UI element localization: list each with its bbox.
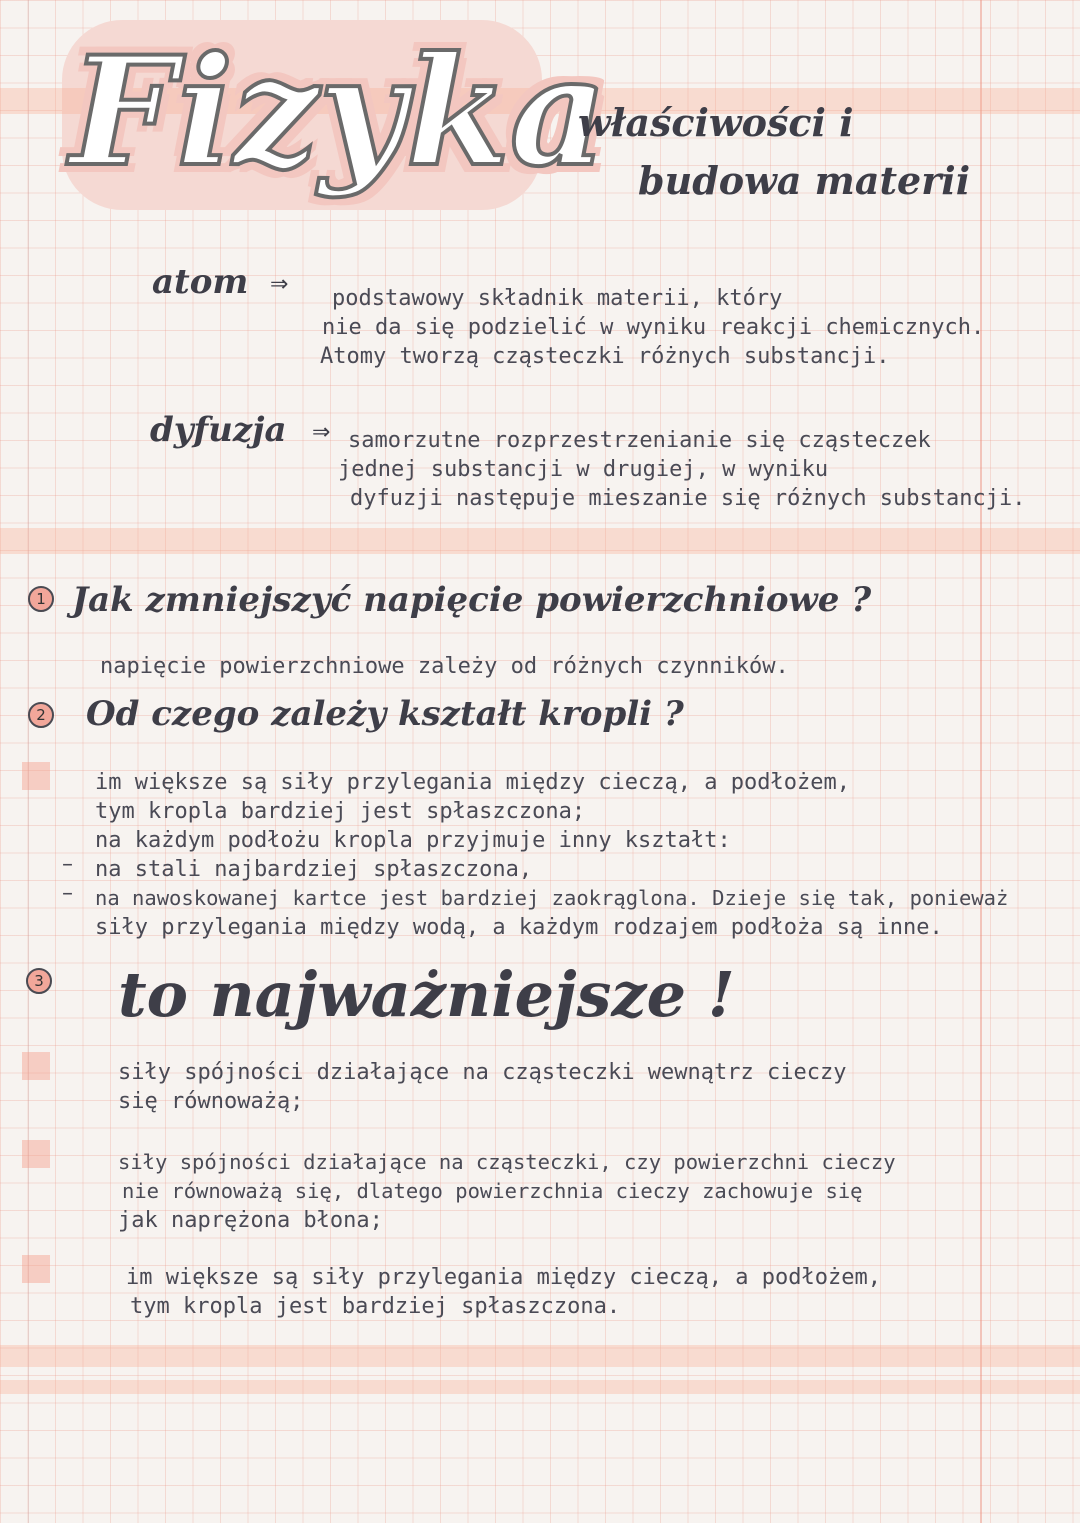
margin-marker	[22, 1255, 50, 1283]
answer-line: siły przylegania między wodą, a każdym rodzajem podłoża są inne.	[95, 915, 943, 940]
definition-line: dyfuzji następuje mieszanie się różnych substancji.	[350, 486, 1026, 511]
answer-line: tym kropla bardziej jest spłaszczona;	[95, 799, 586, 824]
question-heading: Od czego zależy kształt kropli ?	[86, 694, 684, 734]
number-badge: 1	[28, 586, 54, 612]
answer-line: im większe są siły przylegania między cieczą, a podłożem,	[95, 770, 850, 795]
definition-line: nie da się podzielić w wyniku reakcji chemicznych.	[322, 315, 985, 340]
bullet-dash: –	[62, 881, 73, 906]
definition-line: samorzutne rozprzestrzenianie się cząsteczek	[348, 428, 931, 453]
highlight-band	[0, 1380, 1080, 1394]
subtitle-line-2: budowa materii	[638, 158, 971, 203]
definition-line: jednej substancji w drugiej, w wyniku	[338, 457, 829, 482]
subtitle-line-1: właściwości i	[578, 100, 854, 145]
important-line: się równoważą;	[118, 1089, 304, 1114]
highlight-band	[0, 528, 1080, 554]
margin-marker	[22, 1140, 50, 1168]
bullet-line: na nawoskowanej kartce jest bardziej zaokrąglona. Dzieje się tak, ponieważ	[95, 886, 1009, 910]
term-dyfuzja: dyfuzja	[150, 410, 287, 450]
highlight-band	[0, 1345, 1080, 1367]
important-line: siły spójności działające na cząsteczki, czy powierzchni cieczy	[118, 1150, 896, 1174]
number-badge: 2	[28, 702, 54, 728]
definition-line: podstawowy składnik materii, który	[332, 286, 783, 311]
question-heading: Jak zmniejszyć napięcie powierzchniowe ?	[72, 580, 872, 620]
margin-marker	[22, 762, 50, 790]
important-heading: to najważniejsze !	[118, 958, 735, 1031]
arrow-icon: ⇒	[270, 272, 289, 297]
bullet-dash: –	[62, 852, 73, 877]
page-title: Fizyka	[70, 24, 607, 200]
margin-marker	[22, 1052, 50, 1080]
term-atom: atom	[152, 262, 249, 302]
important-line: siły spójności działające na cząsteczki wewnątrz cieczy	[118, 1060, 847, 1085]
right-margin-line	[980, 0, 982, 1523]
important-line: nie równoważą się, dlatego powierzchnia cieczy zachowuje się	[122, 1179, 863, 1203]
arrow-icon: ⇒	[312, 420, 331, 445]
important-line: jak naprężona błona;	[118, 1208, 383, 1233]
important-line: tym kropla jest bardziej spłaszczona.	[130, 1294, 621, 1319]
bullet-line: na stali najbardziej spłaszczona,	[95, 857, 533, 882]
important-line: im większe są siły przylegania między cieczą, a podłożem,	[126, 1265, 881, 1290]
answer-line: na każdym podłożu kropla przyjmuje inny kształt:	[95, 828, 731, 853]
definition-line: Atomy tworzą cząsteczki różnych substancji.	[320, 344, 890, 369]
number-badge: 3	[26, 968, 52, 994]
answer-line: napięcie powierzchniowe zależy od różnych czynników.	[100, 654, 789, 679]
